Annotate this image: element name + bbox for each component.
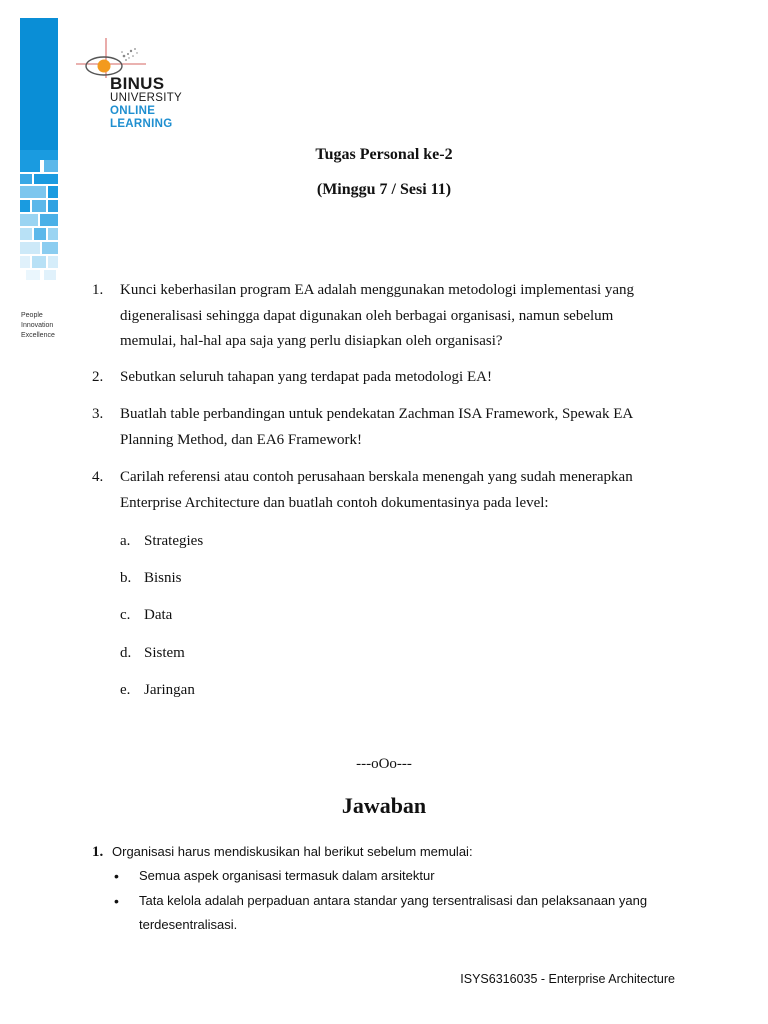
subitem-letter: d.	[120, 645, 132, 661]
question-text: Carilah referensi atau contoh perusahaan berskala menengah yang sudah menerapkan Enterprise Architecture dan buatlah contoh dokumentasinya pada level:	[120, 469, 633, 511]
logo-online: ONLINE	[110, 105, 156, 117]
question-text: Buatlah table perbandingan untuk pendekatan Zachman ISA Framework, Spewak EA Planning Method, dan EA6 Framework!	[120, 406, 633, 448]
answer-heading: Jawaban	[341, 793, 427, 818]
question-number: 3.	[92, 406, 104, 422]
question-number: 4.	[92, 469, 104, 485]
subitem-b	[120, 568, 182, 588]
subitem-text: Jaringan	[144, 682, 195, 698]
subitem-letter: a.	[120, 533, 131, 549]
logo-university: UNIVERSITY	[110, 92, 183, 104]
subitem-text: Sistem	[144, 645, 185, 661]
question-2	[92, 365, 662, 391]
bullet-icon: •	[114, 868, 119, 884]
subitem-letter: b.	[120, 570, 132, 586]
question-number: 1.	[92, 282, 104, 298]
logo-binus: BINUS	[110, 74, 165, 93]
tagline-people: People	[21, 312, 43, 319]
answer-intro: Organisasi harus mendiskusikan hal berikut sebelum memulai:	[112, 844, 473, 859]
subitem-e	[120, 680, 195, 700]
separator: ---oOo---	[356, 756, 412, 772]
question-1	[92, 278, 662, 355]
tagline-excellence: Excellence	[21, 332, 55, 339]
logo-learning: LEARNING	[110, 118, 173, 130]
tagline	[21, 311, 55, 341]
subitem-a	[120, 531, 203, 551]
binus-logo-text	[110, 76, 182, 131]
page-subtitle: (Minggu 7 / Sesi 11)	[316, 181, 452, 198]
answer-number: 1.	[92, 844, 104, 860]
bullet-icon: •	[114, 893, 119, 909]
subitem-d	[120, 643, 185, 663]
subitem-text: Bisnis	[144, 570, 182, 586]
question-4	[92, 465, 662, 516]
bullet-text: Tata kelola adalah perpaduan antara standar yang tersentralisasi dan pelaksanaan yang terdesentralisasi.	[139, 893, 648, 932]
answer-bullet-2	[114, 889, 654, 937]
question-text: Sebutkan seluruh tahapan yang terdapat pada metodologi EA!	[120, 369, 492, 385]
page-footer: ISYS6316035 - Enterprise Architecture	[460, 972, 675, 986]
bullet-text: Semua aspek organisasi termasuk dalam arsitektur	[139, 868, 435, 883]
page-title: Tugas Personal ke-2	[315, 146, 453, 163]
question-number: 2.	[92, 369, 104, 385]
question-3	[92, 402, 662, 453]
subitem-text: Data	[144, 607, 173, 623]
subitem-letter: e.	[120, 682, 131, 698]
subitem-c	[120, 605, 172, 625]
tagline-innovation: Innovation	[21, 322, 54, 329]
subitem-letter: c.	[120, 607, 131, 623]
question-text: Kunci keberhasilan program EA adalah menggunakan metodologi implementasi yang digeneralisasi sehingga dapat digunakan oleh berbagai organisasi, namun sebelum memulai, hal-hal apa saja yang perlu disiapkan oleh organisasi?	[120, 282, 635, 349]
subitem-text: Strategies	[144, 533, 204, 549]
answer-bullet-1	[114, 864, 654, 888]
